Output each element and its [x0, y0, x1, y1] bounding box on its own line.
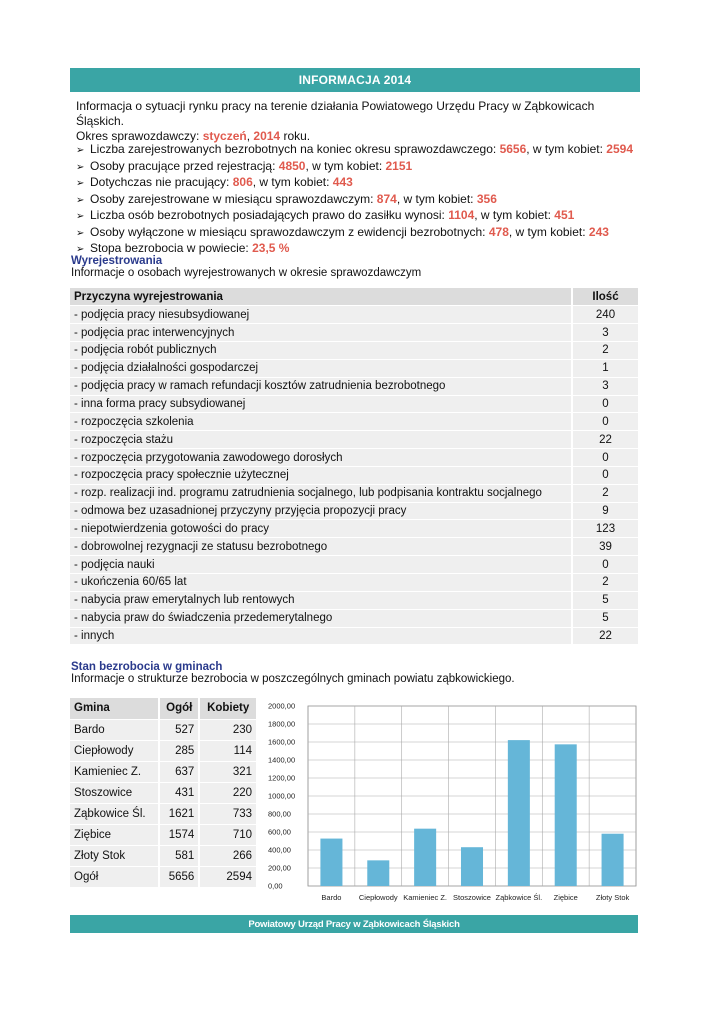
- summary-mid: , w tym kobiet:: [508, 224, 589, 239]
- summary-value: 478: [488, 224, 509, 239]
- gmina-cell: Złoty Stok: [70, 845, 159, 866]
- summary-value: 1104: [448, 208, 475, 222]
- ogol-cell: 5656: [159, 866, 199, 887]
- gminy-table: [70, 698, 256, 888]
- summary-list: [76, 142, 633, 258]
- deregistration-table: [70, 288, 638, 645]
- table-row: [70, 502, 638, 520]
- summary-value: 4850: [278, 158, 306, 173]
- reason-cell: - ukończenia 60/65 lat: [70, 574, 572, 592]
- arrow-icon: ➢: [76, 145, 85, 156]
- x-tick-label: Kamieniec Z.: [403, 893, 448, 902]
- bar: [461, 847, 483, 886]
- count-cell: 0: [572, 413, 638, 431]
- table-row: [70, 556, 638, 574]
- table-row: [70, 306, 638, 324]
- table-row: [70, 395, 638, 413]
- period-prefix: Okres sprawozdawczy:: [76, 129, 203, 143]
- table-row: [70, 538, 638, 556]
- arrow-icon: ➢: [76, 161, 85, 173]
- x-tick-label: Złoty Stok: [595, 893, 630, 902]
- summary-label: Liczba zarejestrowanych bezrobotnych na koniec okresu sprawozdawczego:: [90, 142, 500, 156]
- period-sep: ,: [246, 129, 254, 143]
- summary-label: Stopa bezrobocia w powiecie:: [90, 241, 253, 255]
- count-cell: 1: [572, 359, 638, 377]
- count-cell: 2: [572, 342, 638, 360]
- kobiety-cell: 114: [199, 740, 256, 761]
- summary-mid: , w tym kobiet:: [474, 208, 555, 222]
- count-cell: 0: [572, 449, 638, 467]
- table-row: [70, 740, 256, 761]
- count-cell: 9: [572, 502, 638, 520]
- x-tick-label: Stoszowice: [453, 893, 491, 902]
- footer-bar: [70, 915, 638, 933]
- count-cell: 22: [572, 431, 638, 449]
- ogol-cell: 1574: [159, 824, 199, 845]
- table-row: [70, 484, 638, 502]
- reason-cell: - nabycia praw emerytalnych lub rentowych: [70, 591, 572, 609]
- summary-label: Osoby pracujące przed rejestracją:: [90, 158, 279, 173]
- summary-value: 23,5 %: [252, 241, 290, 255]
- gmina-cell: Stoszowice: [70, 782, 159, 803]
- count-cell: 5: [572, 591, 638, 609]
- reason-cell: - podjęcia prac interwencyjnych: [70, 324, 572, 342]
- page-title: INFORMACJA 2014: [298, 73, 412, 87]
- reason-cell: - odmowa bez uzasadnionej przyczyny przyjęcia propozycji pracy: [70, 502, 572, 520]
- arrow-icon: ➢: [76, 227, 85, 239]
- summary-value: 5656: [499, 142, 527, 156]
- col-kobiety-header: Kobiety: [199, 698, 256, 719]
- col-gmina-header: Gmina: [70, 698, 159, 719]
- summary-label: Dotychczas nie pracujący:: [90, 175, 233, 189]
- bar: [555, 744, 577, 886]
- table-row: [70, 824, 256, 845]
- y-tick-label: 2000,00: [268, 701, 296, 711]
- count-cell: 0: [572, 395, 638, 413]
- table-row: [70, 324, 638, 342]
- arrow-icon: ➢: [76, 194, 85, 206]
- count-cell: 22: [572, 627, 638, 645]
- kobiety-cell: 220: [199, 782, 256, 803]
- summary-value: 806: [232, 175, 253, 189]
- summary-value: 874: [376, 191, 397, 206]
- summary-mid: , w tym kobiet:: [396, 191, 477, 206]
- count-cell: 3: [572, 324, 638, 342]
- gmina-cell: Ziębice: [70, 824, 159, 845]
- y-tick-label: 1200,00: [268, 773, 296, 783]
- y-tick-label: 200,00: [268, 863, 291, 873]
- summary-label: Osoby zarejestrowane w miesiącu sprawozdawczym:: [90, 191, 377, 206]
- ogol-cell: 431: [159, 782, 199, 803]
- summary-label: Osoby wyłączone w miesiącu sprawozdawczym z ewidencji bezrobotnych:: [90, 224, 489, 239]
- table-row: [70, 377, 638, 395]
- intro-text: [76, 99, 636, 144]
- y-tick-label: 600,00: [268, 827, 291, 837]
- wyrejestrowania-title: Wyrejestrowania: [71, 255, 163, 267]
- reason-cell: - podjęcia robót publicznych: [70, 342, 572, 360]
- gminy-subtitle: Informacje o strukturze bezrobocia w poszczególnych gminach powiatu ząbkowickiego.: [71, 673, 515, 685]
- summary-mid: , w tym kobiet:: [252, 175, 333, 189]
- table-row: [70, 342, 638, 360]
- summary-item: [76, 208, 633, 225]
- y-tick-label: 0,00: [268, 881, 283, 891]
- reason-cell: - rozpoczęcia pracy społecznie użytecznej: [70, 466, 572, 484]
- arrow-icon: ➢: [76, 244, 85, 255]
- bar: [414, 829, 436, 886]
- bar: [508, 740, 530, 886]
- table-header-row: [70, 698, 256, 719]
- table-row: [70, 431, 638, 449]
- x-tick-label: Ząbkowice Śl.: [495, 893, 543, 902]
- reason-cell: - inna forma pracy subsydiowanej: [70, 395, 572, 413]
- bar: [602, 834, 624, 886]
- summary-item: [76, 192, 633, 209]
- table-row: [70, 845, 256, 866]
- table-row: [70, 413, 638, 431]
- reason-cell: - innych: [70, 627, 572, 645]
- summary-value-women: 2594: [606, 142, 633, 156]
- gmina-cell: Bardo: [70, 719, 159, 740]
- gminy-title: Stan bezrobocia w gminach: [71, 661, 223, 673]
- ogol-cell: 1621: [159, 803, 199, 824]
- kobiety-cell: 733: [199, 803, 256, 824]
- table-row: [70, 782, 256, 803]
- gmina-cell: Ciepłowody: [70, 740, 159, 761]
- col-count-header: Ilość: [572, 288, 638, 306]
- x-tick-label: Ciepłowody: [358, 893, 398, 902]
- period-month: styczeń: [202, 129, 247, 143]
- wyrejestrowania-subtitle: Informacje o osobach wyrejestrowanych w okresie sprawozdawczym: [71, 267, 422, 279]
- y-tick-label: 1400,00: [268, 755, 296, 765]
- summary-label: Liczba osób bezrobotnych posiadających prawo do zasiłku wynosi:: [90, 208, 449, 222]
- count-cell: 240: [572, 306, 638, 324]
- summary-value-women: 243: [588, 224, 609, 239]
- summary-value-women: 356: [476, 191, 497, 206]
- table-row: [70, 449, 638, 467]
- summary-item: [76, 142, 633, 159]
- table-header-row: [70, 288, 638, 306]
- col-ogol-header: Ogół: [159, 698, 199, 719]
- summary-mid: , w tym kobiet:: [305, 158, 386, 173]
- reason-cell: - rozpoczęcia stażu: [70, 431, 572, 449]
- ogol-cell: 285: [159, 740, 199, 761]
- unemployment-bar-chart: [262, 696, 640, 908]
- x-tick-label: Bardo: [321, 893, 342, 902]
- count-cell: 5: [572, 609, 638, 627]
- table-row: [70, 591, 638, 609]
- table-row: [70, 466, 638, 484]
- table-row: [70, 609, 638, 627]
- y-tick-label: 1800,00: [268, 719, 296, 729]
- ogol-cell: 637: [159, 761, 199, 782]
- count-cell: 0: [572, 556, 638, 574]
- table-row: [70, 520, 638, 538]
- reason-cell: - podjęcia nauki: [70, 556, 572, 574]
- arrow-icon: ➢: [76, 178, 85, 189]
- y-tick-label: 800,00: [268, 809, 291, 819]
- reason-cell: - nabycia praw do świadczenia przedemerytalnego: [70, 609, 572, 627]
- reason-cell: - podjęcia pracy w ramach refundacji kosztów zatrudnienia bezrobotnego: [70, 377, 572, 395]
- count-cell: 2: [572, 484, 638, 502]
- kobiety-cell: 2594: [199, 866, 256, 887]
- count-cell: 123: [572, 520, 638, 538]
- table-row: [70, 866, 256, 887]
- gmina-cell: Ogół: [70, 866, 159, 887]
- header-title-bar: [70, 68, 640, 92]
- summary-value-women: 443: [332, 175, 353, 189]
- summary-mid: , w tym kobiet:: [526, 142, 607, 156]
- period-year: 2014: [253, 129, 281, 143]
- kobiety-cell: 266: [199, 845, 256, 866]
- y-tick-label: 1600,00: [268, 737, 296, 747]
- reason-cell: - rozpoczęcia szkolenia: [70, 413, 572, 431]
- gmina-cell: Kamieniec Z.: [70, 761, 159, 782]
- footer-text: Powiatowy Urząd Pracy w Ząbkowicach Śląskich: [248, 918, 460, 930]
- bar: [320, 839, 342, 886]
- ogol-cell: 527: [159, 719, 199, 740]
- summary-value-women: 2151: [385, 158, 413, 173]
- reason-cell: - podjęcia działalności gospodarczej: [70, 359, 572, 377]
- count-cell: 39: [572, 538, 638, 556]
- kobiety-cell: 321: [199, 761, 256, 782]
- reason-cell: - podjęcia pracy niesubsydiowanej: [70, 306, 572, 324]
- reason-cell: - rozp. realizacji ind. programu zatrudnienia socjalnego, lub podpisania kontraktu socjalnego: [70, 484, 572, 502]
- reason-cell: - dobrowolnej rezygnacji ze statusu bezrobotnego: [70, 538, 572, 556]
- summary-item: [76, 175, 633, 192]
- reason-cell: - rozpoczęcia przygotowania zawodowego dorosłych: [70, 449, 572, 467]
- kobiety-cell: 710: [199, 824, 256, 845]
- x-tick-label: Ziębice: [553, 893, 578, 902]
- y-tick-label: 400,00: [268, 845, 291, 855]
- summary-item: [76, 225, 633, 242]
- table-row: [70, 803, 256, 824]
- count-cell: 3: [572, 377, 638, 395]
- table-row: [70, 574, 638, 592]
- table-row: [70, 761, 256, 782]
- intro-line: Informacja o sytuacji rynku pracy na terenie działania Powiatowego Urzędu Pracy w Ząbkowicach Śląskich.: [76, 99, 595, 128]
- y-tick-label: 1000,00: [268, 791, 296, 801]
- table-row: [70, 719, 256, 740]
- col-reason-header: Przyczyna wyrejestrowania: [70, 288, 572, 306]
- table-row: [70, 359, 638, 377]
- ogol-cell: 581: [159, 845, 199, 866]
- period-suffix: roku.: [280, 129, 311, 143]
- bar: [367, 860, 389, 886]
- reason-cell: - niepotwierdzenia gotowości do pracy: [70, 520, 572, 538]
- kobiety-cell: 230: [199, 719, 256, 740]
- count-cell: 2: [572, 574, 638, 592]
- table-row: [70, 627, 638, 645]
- count-cell: 0: [572, 466, 638, 484]
- summary-value-women: 451: [554, 208, 575, 222]
- gmina-cell: Ząbkowice Śl.: [70, 803, 159, 824]
- arrow-icon: ➢: [76, 211, 85, 222]
- summary-item: [76, 159, 633, 176]
